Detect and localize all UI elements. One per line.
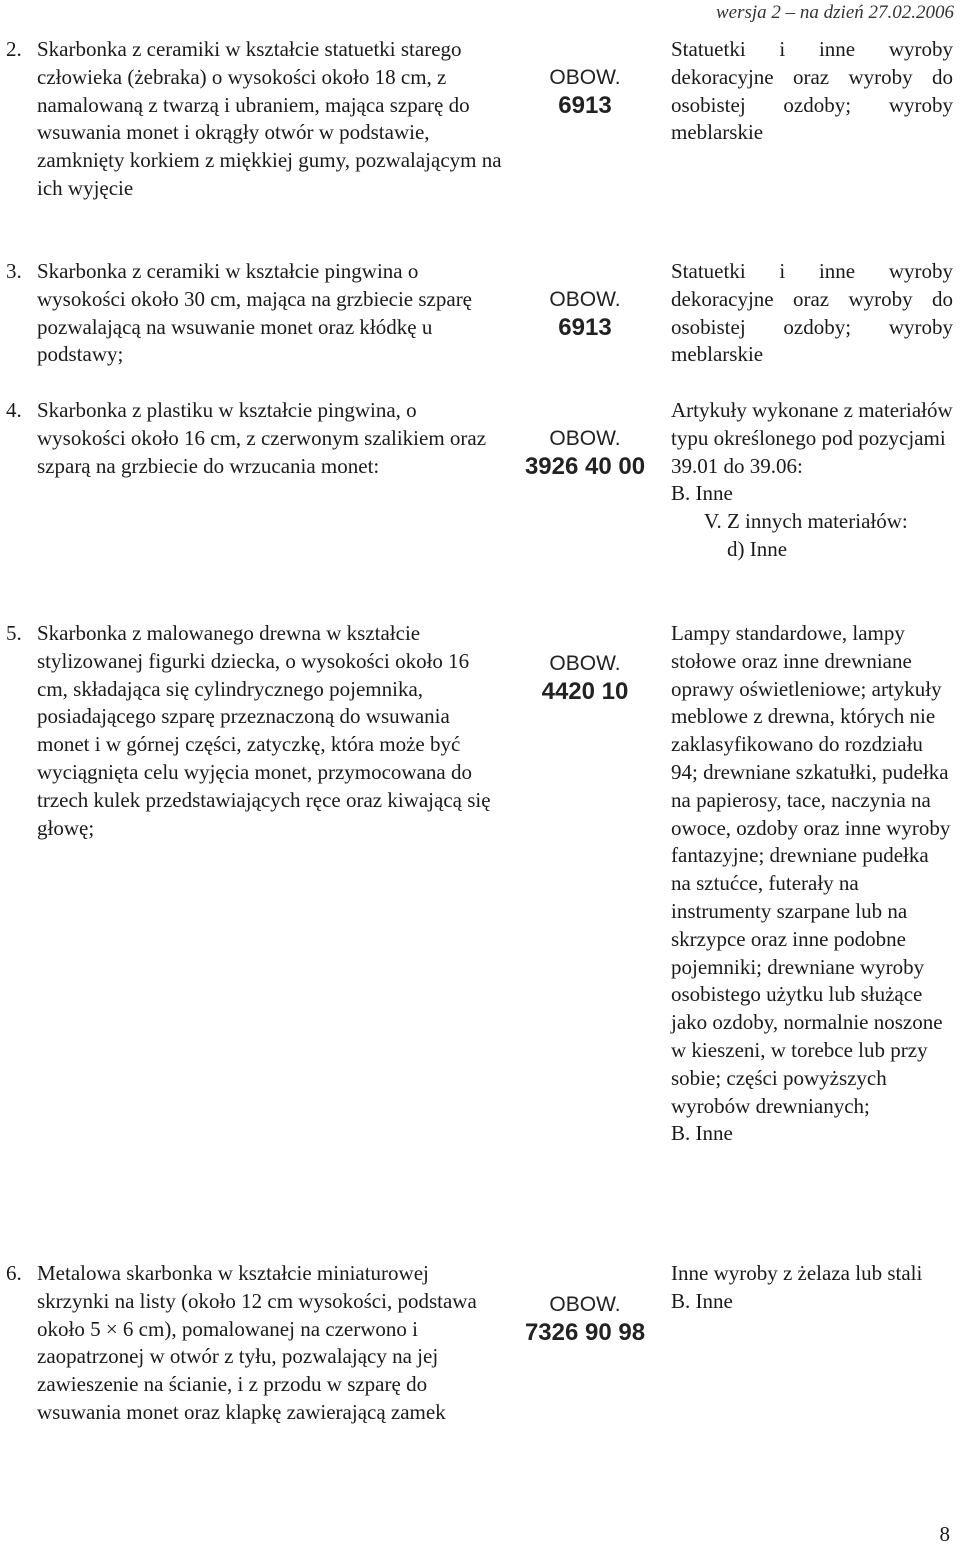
category-line: B. Inne <box>671 1288 733 1313</box>
obow-label: OBOW. <box>549 427 621 450</box>
category-description: Statuetki i inne wyroby dekoracyjne oraz wyroby do osobistej ozdoby; wyroby meblarskie <box>671 259 953 367</box>
category-line: Artykuły wykonane z materiałów typu określonego pod pozycjami 39.01 do 39.06: <box>671 398 953 478</box>
page-number: 8 <box>939 1522 950 1546</box>
obow-label: OBOW. <box>549 1293 621 1316</box>
tariff-code-block <box>510 64 660 120</box>
category-line: B. Inne <box>671 481 733 506</box>
tariff-code: 7326 90 98 <box>524 1319 646 1346</box>
entry-number: 4. <box>6 398 22 422</box>
tariff-code: 3926 40 00 <box>524 453 646 480</box>
entry-number: 3. <box>6 259 22 283</box>
tariff-code: 6913 <box>558 92 612 119</box>
entry-description: Skarbonka z plastiku w kształcie pingwina, o wysokości około 16 cm, z czerwonym szalikiem oraz szparą na grzbiecie do wrzucania monet: <box>37 398 487 478</box>
version-date: wersja 2 – na dzień 27.02.2006 <box>715 2 954 23</box>
category-subline: d) Inne <box>727 536 788 561</box>
obow-label: OBOW. <box>549 652 621 675</box>
category-line: Lampy standardowe, lampy stołowe oraz inne drewniane oprawy oświetleniowe; artykuły meblowe z drewna, których nie zaklasyfikowano do rozdziału 94; drewniane szkatułki, pudełka na papierosy, tace, naczynia na owoce, ozdoby oraz inne wyroby fantazyjne; drewniane pudełka na sztućce, futerały na instrumenty szarpane lub na skrzypce oraz inne podobne pojemniki; drewniane wyroby osobistego użytku lub służące jako ozdoby, normalnie noszone w kieszeni, w torebce lub przy sobie; części powyższych wyrobów drewnianych; <box>671 621 951 1118</box>
category-line: B. Inne <box>671 1121 733 1146</box>
entry-description: Skarbonka z ceramiki w kształcie pingwina o wysokości około 30 cm, mająca na grzbiecie szparę pozwalającą na wsuwanie monet oraz kłódkę u podstawy; <box>37 259 473 367</box>
category-description: Statuetki i inne wyroby dekoracyjne oraz wyroby do osobistej ozdoby; wyroby meblarskie <box>671 37 953 145</box>
category-subline: V. Z innych materiałów: <box>704 509 908 534</box>
entry-description: Skarbonka z malowanego drewna w kształcie stylizowanej figurki dziecka, o wysokości około 16 cm, składająca się cylindrycznego pojemnika, posiadającego szparę przeznaczoną do wsuwania monet i w górnej części, zatyczkę, która może być wyciągnięta celu wyjęcia monet, przymocowana do trzech kulek przedstawiających ręce oraz kiwającą się głowę; <box>37 621 491 840</box>
category-line: Inne wyroby z żelaza lub stali <box>671 1261 923 1285</box>
entry-description: Skarbonka z ceramiki w kształcie statuetki starego człowieka (żebraka) o wysokości około 18 cm, z namalowaną z twarzą i ubraniem, mająca szparę do wsuwania monet i okrągły otwór w podstawie, zamknięty korkiem z miękkiej gumy, pozwalającym na ich wyjęcie <box>37 37 502 200</box>
obow-label: OBOW. <box>549 66 621 89</box>
entry-number: 2. <box>6 37 22 61</box>
category-description <box>671 1260 953 1316</box>
tariff-code-block <box>510 286 660 342</box>
category-description <box>671 620 953 1148</box>
entry-description: Metalowa skarbonka w kształcie miniaturowej skrzynki na listy (około 12 cm wysokości, podstawa około 5 × 6 cm), pomalowanej na czerwono i zaopatrzonej w otwór z tyłu, pozwalający na jej zawieszenie na ścianie, i z przodu w szparę do wsuwania monet oraz klapkę zawierającą zamek <box>37 1261 477 1424</box>
tariff-code: 6913 <box>558 314 612 341</box>
tariff-code: 4420 10 <box>541 678 629 705</box>
category-description <box>671 397 953 564</box>
tariff-code-block <box>510 1291 660 1347</box>
tariff-code-block <box>510 425 660 481</box>
obow-label: OBOW. <box>549 288 621 311</box>
entry-number: 6. <box>6 1261 22 1285</box>
entry-number: 5. <box>6 621 22 645</box>
tariff-code-block <box>510 650 660 706</box>
